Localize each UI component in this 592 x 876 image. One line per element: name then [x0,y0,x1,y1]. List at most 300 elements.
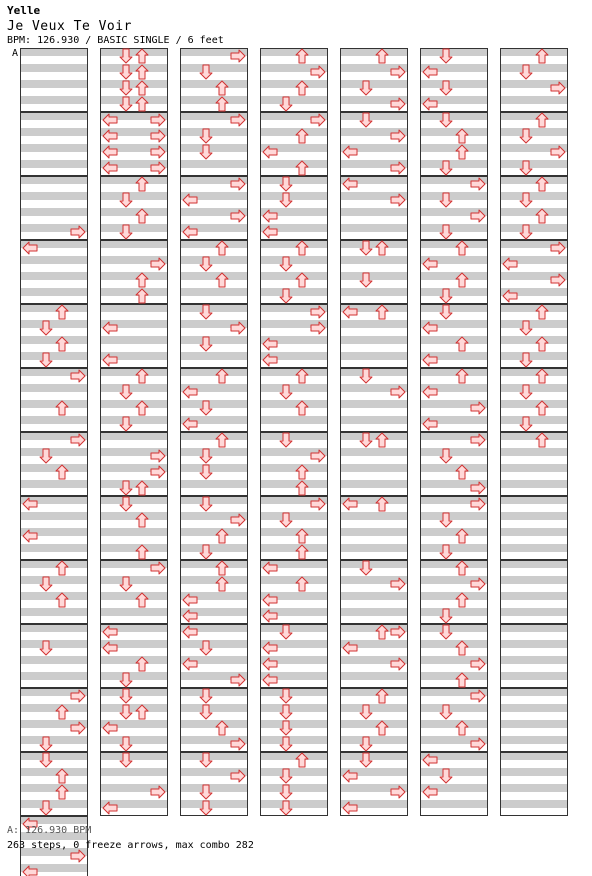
beat-stripe [20,736,88,744]
beat-stripe [500,800,568,808]
beat-stripe [100,208,168,216]
measure-block [340,624,408,688]
beat-stripe [260,48,328,56]
beat-stripe [340,592,408,600]
beat-stripe [260,368,328,376]
measure-block [500,176,568,240]
beat-stripe [500,576,568,584]
beat-stripe [20,768,88,776]
beat-stripe [420,704,488,712]
beat-stripe [180,480,248,488]
measure-block [20,112,88,176]
beat-stripe [500,128,568,136]
measure-block [260,496,328,560]
measure-block [260,304,328,368]
beat-stripe [340,736,408,744]
measure-block [20,624,88,688]
measure-block [20,688,88,752]
measure-block [100,688,168,752]
beat-stripe [100,96,168,104]
measure-block [180,48,248,112]
beat-stripe [20,128,88,136]
beat-stripe [500,432,568,440]
chart-column [260,48,328,816]
beat-stripe [500,176,568,184]
beat-stripe [500,512,568,520]
measure-block [20,496,88,560]
beat-stripe [420,128,488,136]
beat-stripe [180,560,248,568]
measure-block [420,624,488,688]
measure-block [340,304,408,368]
song-title: Je Veux Te Voir [7,19,132,34]
measure-block [260,624,328,688]
beat-stripe [500,192,568,200]
beat-stripe [500,624,568,632]
beat-stripe [100,176,168,184]
beat-stripe [500,96,568,104]
measure-block [180,496,248,560]
beat-stripe [340,752,408,760]
beat-stripe [20,656,88,664]
beat-stripe [100,288,168,296]
beat-stripe [260,480,328,488]
measure-block [100,112,168,176]
beat-stripe [500,160,568,168]
measure-block [420,368,488,432]
beat-stripe [260,576,328,584]
beat-stripe [20,512,88,520]
beat-stripe [420,672,488,680]
beat-stripe [500,736,568,744]
beat-stripe [100,384,168,392]
measure-block [260,176,328,240]
beat-stripe [20,112,88,120]
measure-block [100,368,168,432]
beat-stripe [100,656,168,664]
beat-stripe [100,480,168,488]
beat-stripe [100,704,168,712]
chart-column [420,48,488,816]
measure-block [340,432,408,496]
beat-stripe [420,224,488,232]
beat-stripe [180,752,248,760]
beat-stripe [420,448,488,456]
beat-stripe [20,288,88,296]
chart-info: BPM: 126.930 / BASIC SINGLE / 6 feet [7,35,224,46]
beat-stripe [500,592,568,600]
beat-stripe [340,208,408,216]
beat-stripe [20,624,88,632]
beat-stripe [20,672,88,680]
beat-stripe [260,752,328,760]
measure-block [500,112,568,176]
beat-stripe [500,464,568,472]
beat-stripe [100,48,168,56]
measure-block [260,752,328,816]
beat-stripe [260,432,328,440]
beat-stripe [20,592,88,600]
beat-stripe [500,784,568,792]
measure-block [500,240,568,304]
measure-block [420,752,488,816]
beat-stripe [420,240,488,248]
beat-stripe [180,96,248,104]
beat-stripe [20,48,88,56]
beat-stripe [100,64,168,72]
measure-block [180,304,248,368]
measure-block [500,304,568,368]
beat-stripe [260,96,328,104]
measure-block [420,240,488,304]
beat-stripe [180,368,248,376]
measure-block [340,240,408,304]
beat-stripe [420,80,488,88]
beat-stripe [260,704,328,712]
beat-stripe [500,688,568,696]
beat-stripe [20,64,88,72]
beat-stripe [180,800,248,808]
beat-stripe [500,608,568,616]
beat-stripe [500,48,568,56]
beat-stripe [100,528,168,536]
beat-stripe [20,336,88,344]
beat-stripe [100,592,168,600]
beat-stripe [180,80,248,88]
beat-stripe [340,224,408,232]
measure-block [500,688,568,752]
measure-block [20,48,88,112]
beat-stripe [180,496,248,504]
beat-stripe [180,272,248,280]
beat-stripe [500,672,568,680]
beat-stripe [420,304,488,312]
measure-block [340,48,408,112]
beat-stripe [500,336,568,344]
beat-stripe [180,304,248,312]
beat-stripe [340,256,408,264]
measure-block [420,112,488,176]
measure-block [420,688,488,752]
beat-stripe [180,544,248,552]
measure-block [420,48,488,112]
beat-stripe [260,256,328,264]
beat-stripe [100,416,168,424]
beat-stripe [180,352,248,360]
beat-stripe [180,240,248,248]
beat-stripe [260,240,328,248]
beat-stripe [100,496,168,504]
beat-stripe [20,272,88,280]
beat-stripe [500,416,568,424]
beat-stripe [100,512,168,520]
beat-stripe [260,624,328,632]
beat-stripe [20,704,88,712]
beat-stripe [340,240,408,248]
beat-stripe [420,272,488,280]
beat-stripe [340,416,408,424]
beat-stripe [420,336,488,344]
beat-stripe [420,608,488,616]
measure-block [100,624,168,688]
beat-stripe [20,608,88,616]
beat-stripe [260,176,328,184]
beat-stripe [420,112,488,120]
beat-stripe [100,672,168,680]
beat-stripe [340,352,408,360]
measure-block [20,560,88,624]
beat-stripe [340,704,408,712]
beat-stripe [180,400,248,408]
measure-block [20,176,88,240]
beat-stripe [420,768,488,776]
measure-block [500,432,568,496]
beat-stripe [20,320,88,328]
beat-stripe [100,336,168,344]
beat-stripe [420,720,488,728]
beat-stripe [260,272,328,280]
beat-stripe [340,720,408,728]
beat-stripe [180,464,248,472]
beat-stripe [420,144,488,152]
beat-stripe [260,688,328,696]
measure-block [420,304,488,368]
measure-block [260,48,328,112]
beat-stripe [500,304,568,312]
beat-stripe [340,288,408,296]
beat-stripe [20,464,88,472]
beat-stripe [100,80,168,88]
beat-stripe [100,608,168,616]
measure-block [500,624,568,688]
chart-column [20,48,88,876]
beat-stripe [260,528,328,536]
beat-stripe [100,432,168,440]
beat-stripe [180,528,248,536]
beat-stripe [340,448,408,456]
beat-stripe [20,256,88,264]
beat-stripe [100,272,168,280]
beat-stripe [260,384,328,392]
measure-block [180,112,248,176]
beat-stripe [420,192,488,200]
beat-stripe [500,208,568,216]
footer-stats: 263 steps, 0 freeze arrows, max combo 282 [7,840,254,851]
artist-name: Yelle [7,4,41,17]
beat-stripe [340,272,408,280]
beat-stripe [260,416,328,424]
beat-stripe [260,784,328,792]
beat-stripe [420,560,488,568]
beat-stripe [340,672,408,680]
beat-stripe [500,640,568,648]
beat-stripe [340,688,408,696]
beat-stripe [260,400,328,408]
measure-block [100,240,168,304]
beat-stripe [20,160,88,168]
beat-stripe [340,464,408,472]
beat-stripe [20,144,88,152]
chart-column [100,48,168,816]
beat-stripe [260,512,328,520]
beat-stripe [340,432,408,440]
beat-stripe [500,528,568,536]
beat-stripe [180,640,248,648]
measure-block [100,560,168,624]
beat-stripe [180,432,248,440]
beat-stripe [340,544,408,552]
measure-block [180,176,248,240]
measure-block [420,432,488,496]
beat-stripe [340,112,408,120]
measure-block [20,752,88,816]
beat-stripe [20,752,88,760]
beat-stripe [100,240,168,248]
beat-stripe [500,496,568,504]
footer-bpm: A: 126.930 BPM [7,825,92,836]
beat-stripe [420,640,488,648]
beat-stripe [100,576,168,584]
beat-stripe [500,560,568,568]
beat-stripe [420,48,488,56]
beat-stripe [180,144,248,152]
beat-stripe [420,592,488,600]
measure-block [420,560,488,624]
measure-block [180,688,248,752]
measure-block [340,496,408,560]
measure-block [260,240,328,304]
beat-stripe [20,576,88,584]
measure-block [500,496,568,560]
beat-stripe [260,128,328,136]
beat-stripe [20,784,88,792]
beat-stripe [20,544,88,552]
beat-stripe [340,368,408,376]
beat-stripe [340,48,408,56]
beat-stripe [260,80,328,88]
measure-block [500,368,568,432]
beat-stripe [340,80,408,88]
beat-stripe [340,480,408,488]
beat-stripe [420,288,488,296]
measure-block [180,240,248,304]
measure-block [100,176,168,240]
beat-stripe [180,576,248,584]
bpm-marker: A [12,48,19,59]
beat-stripe [100,304,168,312]
measure-block [100,48,168,112]
beat-stripe [500,64,568,72]
beat-stripe [100,768,168,776]
beat-stripe [20,208,88,216]
beat-stripe [340,560,408,568]
beat-stripe [20,176,88,184]
beat-stripe [500,704,568,712]
beat-stripe [100,752,168,760]
beat-stripe [340,528,408,536]
beat-stripe [20,800,88,808]
beat-stripe [20,96,88,104]
measure-block [100,496,168,560]
beat-stripe [260,768,328,776]
beat-stripe [260,192,328,200]
measure-block [180,368,248,432]
measure-block [180,432,248,496]
measure-block [100,432,168,496]
beat-stripe [20,640,88,648]
beat-stripe [100,736,168,744]
beat-stripe [340,320,408,328]
beat-stripe [500,224,568,232]
beat-stripe [260,464,328,472]
beat-stripe [180,704,248,712]
beat-stripe [500,320,568,328]
measure-block [100,752,168,816]
chart-column [340,48,408,816]
beat-stripe [420,464,488,472]
beat-stripe [340,512,408,520]
measure-block [260,432,328,496]
beat-stripe [420,528,488,536]
beat-stripe [100,544,168,552]
beat-stripe [420,160,488,168]
beat-stripe [500,768,568,776]
beat-stripe [20,560,88,568]
beat-stripe [500,448,568,456]
beat-stripe [180,448,248,456]
beat-stripe [100,224,168,232]
beat-stripe [260,544,328,552]
beat-stripe [180,720,248,728]
beat-stripe [500,368,568,376]
measure-block [500,752,568,816]
measure-block [420,496,488,560]
beat-stripe [500,384,568,392]
beat-stripe [180,688,248,696]
beat-stripe [20,304,88,312]
beat-stripe [500,352,568,360]
measure-block [340,176,408,240]
measure-block [260,368,328,432]
chart-column [180,48,248,816]
beat-stripe [180,336,248,344]
beat-stripe [500,656,568,664]
beat-stripe [420,800,488,808]
measure-block [20,432,88,496]
beat-stripe [500,400,568,408]
beat-stripe [180,288,248,296]
beat-stripe [180,64,248,72]
beat-stripe [340,336,408,344]
beat-stripe [20,416,88,424]
measure-block [100,304,168,368]
beat-stripe [180,784,248,792]
beat-stripe [180,160,248,168]
beat-stripe [20,80,88,88]
measure-block [340,560,408,624]
measure-block [20,304,88,368]
beat-stripe [20,384,88,392]
beat-stripe [100,368,168,376]
measure-block [20,240,88,304]
beat-stripe [260,288,328,296]
measure-block [340,368,408,432]
measure-block [180,752,248,816]
beat-stripe [500,112,568,120]
beat-stripe [420,512,488,520]
beat-stripe [100,688,168,696]
beat-stripe [100,192,168,200]
